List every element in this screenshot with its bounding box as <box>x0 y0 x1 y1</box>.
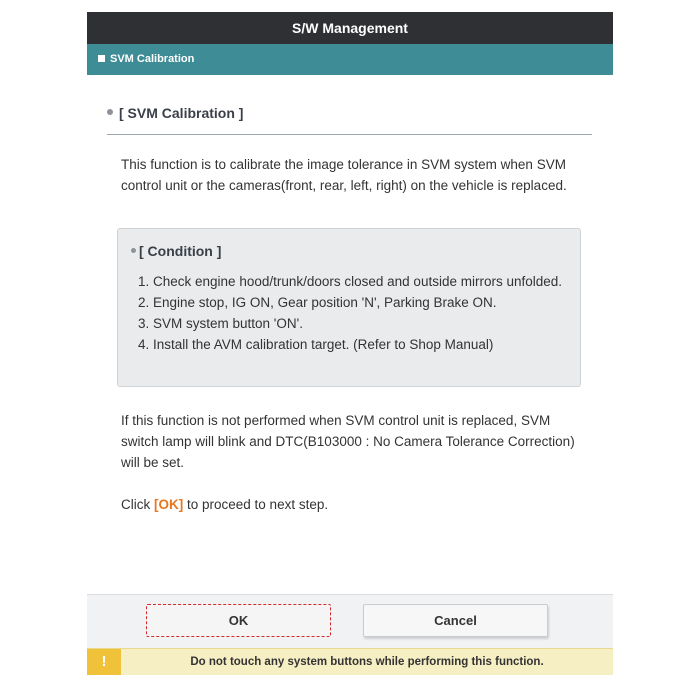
bullet-icon <box>131 248 136 253</box>
condition-item: 4. Install the AVM calibration target. (Refer to Shop Manual) <box>138 337 494 352</box>
condition-box <box>117 228 581 387</box>
condition-item: 2. Engine stop, IG ON, Gear position 'N', Parking Brake ON. <box>138 295 497 310</box>
notice-bar <box>87 648 613 675</box>
condition-title-text: [ Condition ] <box>139 243 222 259</box>
cancel-button[interactable]: Cancel <box>363 604 548 637</box>
warning-icon: ! <box>87 649 121 675</box>
section-divider <box>107 134 592 135</box>
condition-item: 3. SVM system button 'ON'. <box>138 316 303 331</box>
condition-list <box>138 271 568 355</box>
subheader-bar <box>87 44 613 75</box>
condition-heading <box>131 243 221 259</box>
notice-text: Do not touch any system buttons while performing this function. <box>190 656 544 668</box>
proceed-suffix: to proceed to next step. <box>183 497 329 512</box>
square-bullet-icon <box>98 55 105 62</box>
ok-button[interactable]: OK <box>146 604 331 637</box>
intro-paragraph: This function is to calibrate the image tolerance in SVM system when SVM control unit or the cameras(front, rear, left, right) on the vehicle is replaced. <box>121 157 567 193</box>
button-bar <box>87 594 613 649</box>
proceed-instruction <box>121 494 583 515</box>
dialog-window <box>87 12 613 674</box>
proceed-prefix: Click <box>121 497 154 512</box>
section-title-text: [ SVM Calibration ] <box>119 105 244 121</box>
condition-item: 1. Check engine hood/trunk/doors closed and outside mirrors unfolded. <box>138 274 563 289</box>
section-heading <box>107 105 593 121</box>
bullet-icon <box>107 109 113 115</box>
proceed-ok-keyword: [OK] <box>154 497 184 512</box>
subheader-label: SVM Calibration <box>110 53 195 65</box>
warning-paragraph: If this function is not performed when SVM control unit is replaced, SVM switch lamp will blink and DTC(B103000 : No Camera Tolerance Correction) will be set. <box>121 413 575 470</box>
window-title: S/W Management <box>87 12 613 44</box>
